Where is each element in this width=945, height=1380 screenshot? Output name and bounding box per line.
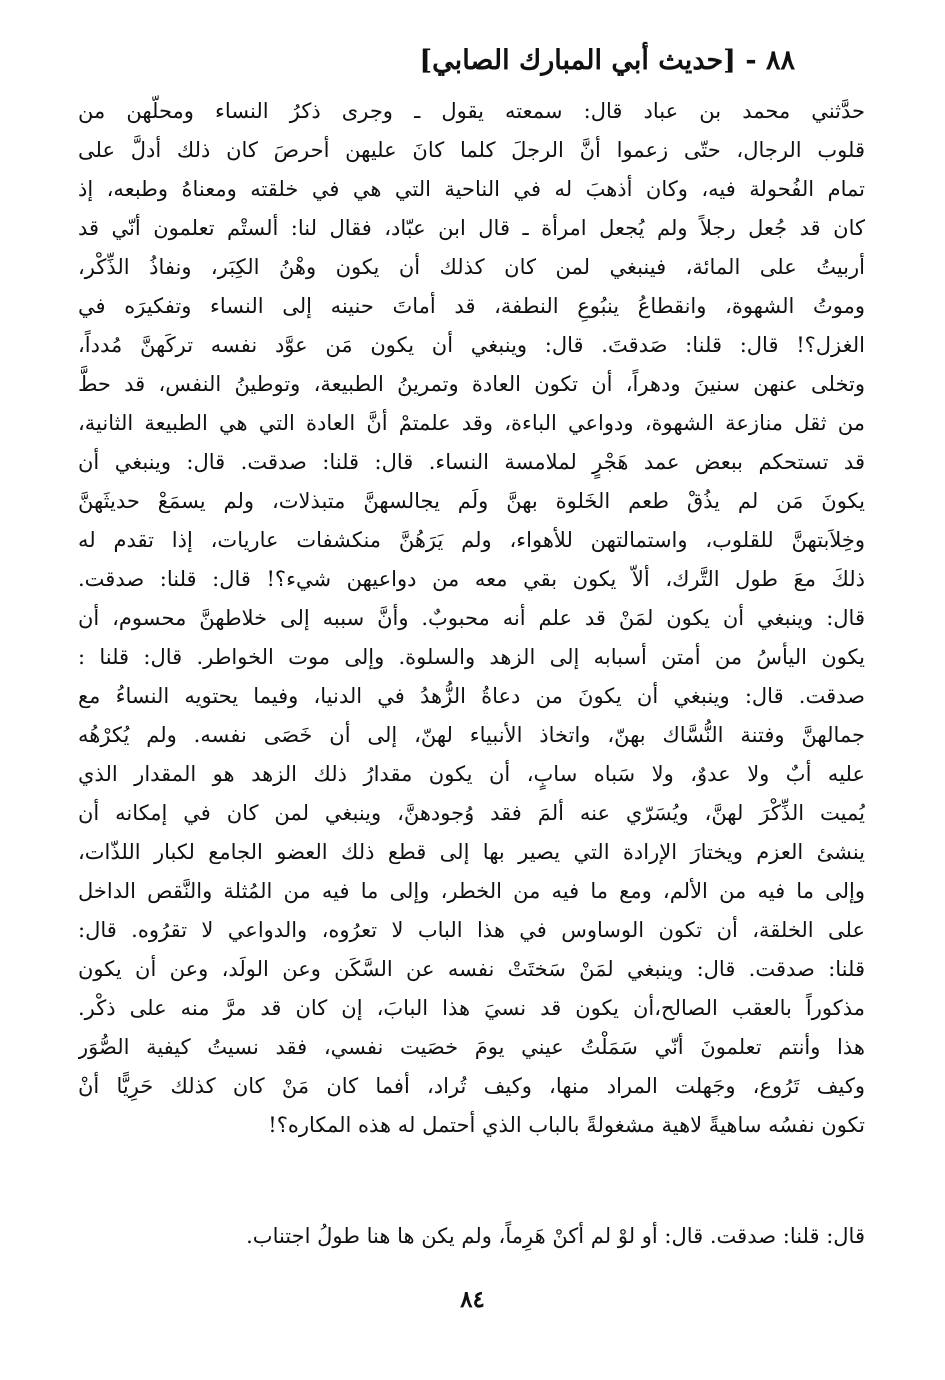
text-line: يكون اليأسُ من أمتن أسبابه إلى الزهد والسلوة. وإلى موت الخواطر. قال: قلنا : <box>78 645 865 669</box>
text-line: عليه أبٌ ولا عدوٌ، ولا سَباه سابٍ، أن يكون مقدارُ ذلك الزهد هو المقدار الذي <box>78 762 865 786</box>
page-number: ٨٤ <box>460 1286 485 1313</box>
body-paragraph <box>78 92 865 1145</box>
text-line: ينشئ العزم ويختارَ الإرادة التي يصير بها إلى قطع ذلك العضو الجامع لكبار اللذّات، <box>78 840 865 864</box>
text-line: حدَّثني محمد بن عباد قال: سمعته يقول ـ وجرى ذكرُ النساء ومحلّهن من <box>78 99 865 123</box>
text-line: مذكوراً بالعقب الصالح،أن يكون قد نسيَ هذا البابَ، إن كان قد مرَّ منه على ذكْر. <box>78 996 865 1020</box>
text-line: من ثقل منازعة الشهوة، ودواعي الباءة، وقد علمتمْ أنَّ العادة التي هي الطبيعة الثانية، <box>78 411 865 435</box>
text-line: وكيف تَرُوع، وجَهلت المراد منها، وكيف تُراد، أفما كان مَنْ كان كذلك حَرِيًّا أنْ <box>78 1074 865 1098</box>
heading-dash: - <box>735 45 766 76</box>
closing-paragraph <box>78 1217 865 1256</box>
closing-line: قال: قلنا: صدقت. قال: أو لوْ لم أكنْ هَرِماً، ولم يكن ها هنا طولُ اجتناب. <box>246 1224 865 1248</box>
text-line: وتخلى عنهن سنينَ ودهراً، أن تكون العادة وتمرينُ الطبيعة، وتوطينُ النفس، قد حطَّ <box>78 372 865 396</box>
text-line: يكونَ مَن لم يذُقْ طعم الخَلوة بهنَّ ولَم يجالسهنَّ متبذلات، ولم يسمَعْ حديثَهنَّ <box>78 489 865 513</box>
text-line: يُميت الذِّكْرَ لهنَّ، ويُسَرّي عنه ألمَ فقد وُجودهنَّ، وينبغي لمن كان في إمكانه أن <box>78 801 865 825</box>
text-line: هذا وأنتم تعلمونَ أنّي سَمَلْتُ عيني يومَ خصَيت نفسي، فقد نسيتُ كيفية الصُّوَر <box>78 1035 865 1059</box>
text-line: وخِلاَبتهنَّ للقلوب، واستمالتهن للأهواء، ولم يَرَهُنَّ منكشفات عاريات، إذا تقدم له <box>78 528 865 552</box>
text-line: تمام الفُحولة فيه، وكان أذهبَ له في الناحية التي هي في خلقته ومعناهُ وطبعه، إذ <box>78 177 865 201</box>
section-title: [حديث أبي المبارك الصابي] <box>419 45 736 76</box>
text-line: وموتُ الشهوة، وانقطاعُ ينبُوعِ النطفة، قد أماتَ حنينه إلى النساء وتفكيرَه في <box>78 294 865 318</box>
text-line: تكون نفسُه ساهيةً لاهية مشغولةً بالباب الذي أحتمل له هذه المكاره؟! <box>268 1113 865 1137</box>
text-line: ذلكَ معَ طول التَّرك، ألاّ يكون بقي معه من دواعيهن شيء؟! قال: قلنا: صدقت. <box>78 567 865 591</box>
text-line: قال: وينبغي أن يكون لمَنْ قد علم أنه محبوبٌ. وأنَّ سببه إلى خلاطهنَّ محسوم، أن <box>78 606 865 630</box>
text-line: قلوب الرجال، حتّى زعموا أنَّ الرجلَ كلما كانَ عليهن أحرصَ كان ذلك أدلَّ على <box>78 138 865 162</box>
text-line: وإلى ما فيه من الألم، ومع ما فيه من الخطر، وإلى ما فيه من المُثلة والنَّقص الداخل <box>78 879 865 903</box>
text-line: صدقت. قال: وينبغي أن يكونَ من دعاةُ الزُّهدُ في الدنيا، وفيما يحتويه النساءُ مع <box>78 684 865 708</box>
text-line: جمالهنَّ وفتنة النُّسَّاك بهنّ، واتخاذ الأنبياء لهنّ، إلى أن خَصَى نفسه. ولم يُكرْهُه <box>78 723 865 747</box>
text-line: قلنا: صدقت. قال: وينبغي لمَنْ سَختَتْ نفسه عن السَّكَن وعن الولَد، وعن أن يكون <box>78 957 865 981</box>
text-line: الغزل؟! قال: قلنا: صَدقتَ. قال: وينبغي أن يكون مَن عوَّد نفسه تركَهنَّ مُدداً، <box>78 333 865 357</box>
section-number: ٨٨ <box>765 45 795 76</box>
text-line: قد تستحكم ببعض عمد هَجْرٍ لملامسة النساء. قال: قلنا: صدقت. قال: وينبغي أن <box>78 450 865 474</box>
text-line: كان قد جُعل رجلاً ولم يُجعل امرأة ـ قال ابن عبّاد، فقال لنا: ألستْم تعلمون أنّي قد <box>78 216 865 240</box>
text-line: أربيتُ على المائة، فينبغي لمن كان كذلك أن يكون وهْنُ الكِبَر، ونفاذُ الذِّكْر، <box>78 255 865 279</box>
text-line: على الخلقة، أن تكون الوساوس في هذا الباب لا تعرُوه، والدواعي لا تقرُوه. قال: <box>78 918 865 942</box>
section-heading <box>60 38 795 84</box>
